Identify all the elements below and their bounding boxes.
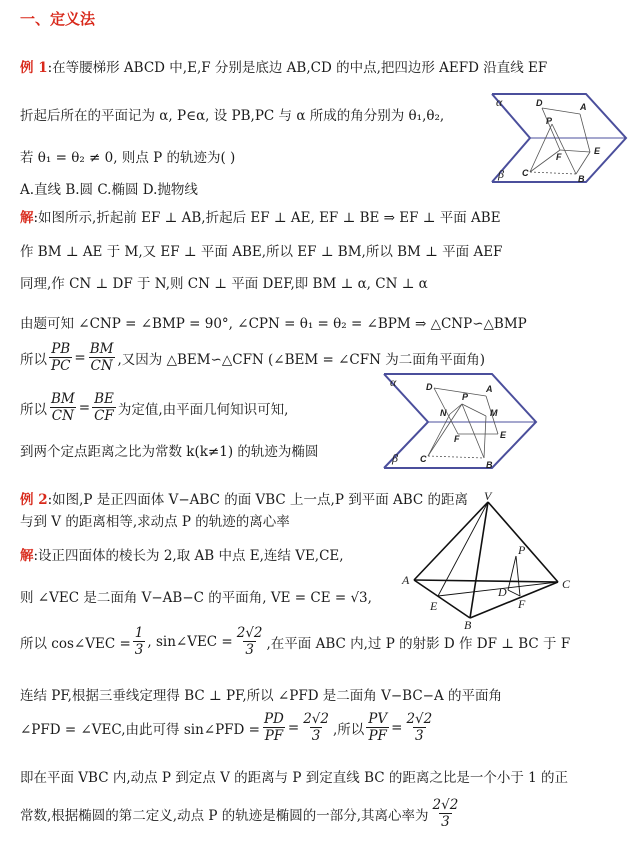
example1-label: 例 1 bbox=[20, 60, 48, 76]
fig2-label-e: E bbox=[500, 430, 507, 440]
fig2-label-c: C bbox=[420, 454, 427, 464]
fig2-label-b: B bbox=[486, 460, 493, 470]
example2-solution-line3 bbox=[20, 626, 570, 657]
fraction-pd-pf: $\frac{PD}{PF}$ bbox=[263, 711, 284, 745]
example1-solution-line3: 同理,作 CN ⊥ DF 于 N,则 CN ⊥ 平面 DEF,即 BM ⊥ α, CN ⊥ α bbox=[20, 276, 428, 292]
solution2-text1: :设正四面体的棱长为 2,取 AB 中点 E,连结 VE,CE, bbox=[33, 548, 344, 564]
fig1-label-c: C bbox=[522, 168, 529, 178]
fig2-label-f: F bbox=[454, 434, 460, 444]
example2-solution-line7 bbox=[20, 798, 462, 829]
fraction-pv-pf: $\frac{PV}{PF}$ bbox=[368, 711, 388, 745]
example2-line2: 与到 V 的距离相等,求动点 P 的轨迹的离心率 bbox=[20, 514, 290, 530]
example2-solution-line5: ∠PFD = ∠VEC,由此可得 sin∠PFD = $\frac{PD}{PF}$ = $\frac{2√2}{3}$ ,所以 $\frac{PV}{PF}$ = $\frac{2√2}{3}$ bbox=[20, 711, 433, 745]
example1-solution-line2: 作 BM ⊥ AE 于 M,又 EF ⊥ 平面 ABE,所以 EF ⊥ BM,所以 BM ⊥ 平面 AEF bbox=[20, 244, 503, 260]
fig2-label-n: N bbox=[440, 408, 447, 418]
fig1-label-d: D bbox=[536, 98, 543, 108]
figure1-folded-trapezoid bbox=[490, 92, 632, 188]
example2-label: 例 2 bbox=[20, 492, 48, 508]
fraction-2root2-3: $\frac{2√2}{3}$ bbox=[236, 625, 263, 659]
solution1-text1: :如图所示,折起前 EF ⊥ AB,折起后 EF ⊥ AE, EF ⊥ BE ⇒ EF ⊥ 平面 ABE bbox=[33, 210, 501, 226]
fraction-2root2-3-c: $\frac{2√2}{3}$ bbox=[406, 711, 433, 745]
fraction-eccentricity: 2√2 3 bbox=[432, 797, 459, 831]
fig3-label-c: C bbox=[562, 577, 571, 591]
s5-prefix: 所以 bbox=[20, 351, 47, 368]
example2-solution-line2: 则 ∠VEC 是二面角 V−AB−C 的平面角, VE = CE = √3, bbox=[20, 590, 372, 606]
example1-solution-line6: 所以 $\frac{BM}{CN}$ = $\frac{BE}{CF}$ 为定值,由平面几何知识可知, bbox=[20, 391, 289, 425]
fig3-label-a: A bbox=[402, 573, 410, 587]
fig3-label-d: D bbox=[498, 585, 507, 599]
example1-line1 bbox=[20, 56, 547, 76]
fig1-label-beta: β bbox=[498, 167, 504, 181]
s5-suffix: ,又因为 △BEM∽△CFN (∠BEM = ∠CFN 为二面角平面角) bbox=[117, 351, 485, 368]
example1-solution-line1 bbox=[20, 206, 501, 226]
fig2-label-a: A bbox=[486, 384, 493, 394]
fig3-label-e: E bbox=[430, 599, 438, 613]
fig2-label-alpha: α bbox=[390, 375, 397, 389]
s5-part-a: ∠PFD = ∠VEC,由此可得 sin∠PFD = bbox=[20, 721, 260, 738]
s3-part-a: 所以 cos∠VEC = bbox=[20, 635, 131, 652]
s3-part-c: ,在平面 ABC 内,过 P 的射影 D 作 DF ⊥ BC 于 F bbox=[266, 635, 571, 652]
fig2-label-m: M bbox=[490, 408, 498, 418]
s5-part-b: ,所以 bbox=[332, 721, 365, 738]
example1-text1: :在等腰梯形 ABCD 中,E,F 分别是底边 AB,CD 的中点,把四边形 AEFD 沿直线 EF bbox=[47, 60, 548, 76]
section-title: 一、定义法 bbox=[20, 10, 96, 28]
solution2-label: 解 bbox=[20, 548, 34, 564]
fig2-label-d: D bbox=[426, 382, 433, 392]
fraction-pb-pc: $\frac{PB}{PC}$ bbox=[51, 341, 71, 375]
fig3-label-b: B bbox=[464, 618, 472, 630]
fig1-label-alpha: α bbox=[496, 95, 503, 109]
fraction-bm-cn: $\frac{BM}{CN}$ bbox=[89, 341, 114, 375]
fig3-label-f: F bbox=[518, 597, 526, 611]
fraction-2root2-3-b: $\frac{2√2}{3}$ bbox=[303, 711, 329, 745]
s7-text: 常数,根据椭圆的第二定义,动点 P 的轨迹是椭圆的一部分,其离心率为 bbox=[20, 807, 429, 824]
s3-part-b: , sin∠VEC = bbox=[147, 633, 233, 650]
s6-prefix: 所以 bbox=[20, 401, 47, 418]
fig1-label-b: B bbox=[578, 174, 585, 184]
example2-text1: :如图,P 是正四面体 V−ABC 的面 VBC 上一点,P 到平面 ABC 的距离 bbox=[47, 492, 469, 508]
fraction-one-third: $\frac{1}{3}$ bbox=[134, 625, 144, 659]
solution1-label: 解 bbox=[20, 210, 34, 226]
fig1-label-f: F bbox=[556, 152, 562, 162]
fig2-label-beta: β bbox=[392, 451, 398, 465]
example1-line2: 折起后所在的平面记为 α, P∈α, 设 PB,PC 与 α 所成的角分别为 θ₁,θ₂, bbox=[20, 108, 445, 124]
fig2-label-p: P bbox=[462, 392, 469, 402]
fig3-label-p: P bbox=[518, 543, 526, 557]
s5-equals: = bbox=[287, 719, 300, 736]
s6-suffix: 为定值,由平面几何知识可知, bbox=[117, 401, 289, 418]
example2-solution-line1 bbox=[20, 544, 344, 564]
fraction-bm-cn-2: $\frac{BM}{CN}$ bbox=[51, 391, 75, 425]
example1-options: A.直线 B.圆 C.椭圆 D.抛物线 bbox=[20, 182, 198, 198]
fig1-label-e: E bbox=[594, 146, 601, 156]
fig3-label-v: V bbox=[484, 492, 492, 503]
example1-line3: 若 θ₁ = θ₂ ≠ 0, 则点 P 的轨迹为( ) bbox=[20, 150, 236, 166]
fig1-label-p: P bbox=[546, 116, 553, 126]
example1-solution-line4: 由题可知 ∠CNP = ∠BMP = 90°, ∠CPN = θ₁ = θ₂ = ∠BPM ⇒ △CNP∽△BMP bbox=[20, 316, 527, 332]
fig1-label-a: A bbox=[580, 102, 587, 112]
example1-solution-line5: 所以 $\frac{PB}{PC}$ = $\frac{BM}{CN}$ ,又因为 △BEM∽△CFN (∠BEM = ∠CFN 为二面角平面角) bbox=[20, 341, 485, 375]
fraction-be-cf: $\frac{BE}{CF}$ bbox=[94, 391, 114, 425]
figure2-folded-with-projections bbox=[380, 370, 540, 472]
example2-solution-line6: 即在平面 VBC 内,动点 P 到定点 V 的距离与 P 到定直线 BC 的距离之比是一个小于 1 的正 bbox=[20, 770, 569, 786]
example2-solution-line4: 连结 PF,根据三垂线定理得 BC ⊥ PF,所以 ∠PFD 是二面角 V−BC−A 的平面角 bbox=[20, 688, 503, 704]
example1-solution-line7: 到两个定点距离之比为常数 k(k≠1) 的轨迹为椭圆 bbox=[20, 444, 319, 460]
figure3-tetrahedron bbox=[400, 492, 586, 630]
